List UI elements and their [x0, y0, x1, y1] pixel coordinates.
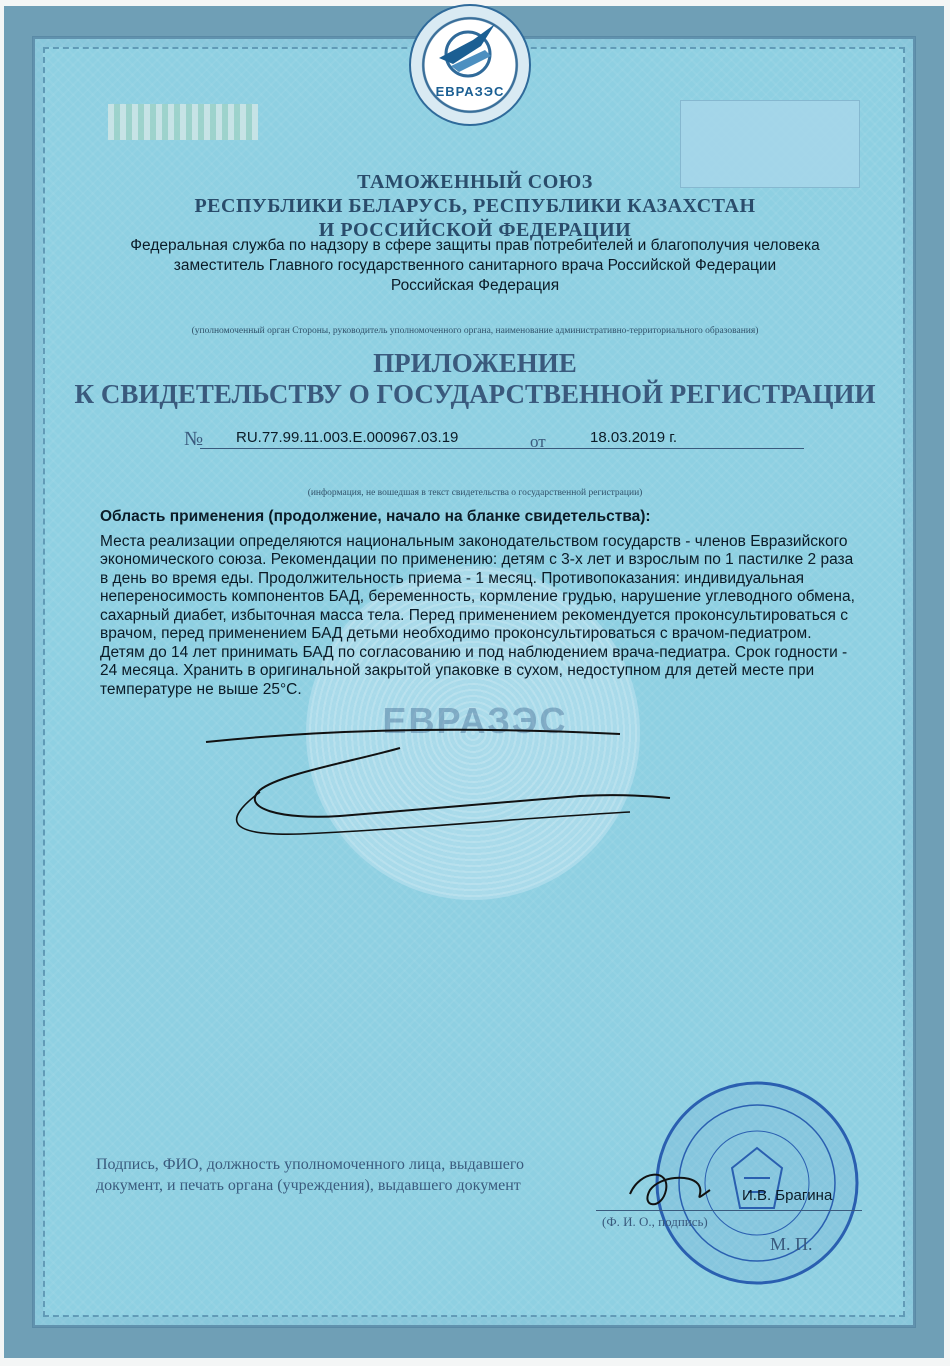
agency-line: заместитель Главного государственного санитарного врача Российской Федерации	[173, 257, 777, 274]
signer-name: И.В. Брагина	[742, 1187, 833, 1204]
title-line-2: К СВИДЕТЕЛЬСТВУ О ГОСУДАРСТВЕННОЙ РЕГИСТРАЦИИ	[74, 379, 876, 409]
registration-date: 18.03.2019 г.	[554, 428, 804, 449]
seal-place-label: М. П.	[770, 1234, 813, 1254]
handwritten-signature	[200, 712, 700, 842]
authority-signature-caption: Подпись, ФИО, должность уполномоченного лица, выдавшего документ, и печать органа (учреждения), выдавшего документ	[96, 1156, 524, 1194]
signature-line	[596, 1210, 862, 1211]
title-line-1: ПРИЛОЖЕНИЕ	[373, 348, 577, 378]
agency-block	[0, 236, 950, 296]
from-label: от	[530, 432, 546, 451]
registration-number: RU.77.99.11.003.E.000967.03.19	[200, 428, 566, 449]
number-sign: №	[184, 428, 204, 450]
document-title	[0, 348, 950, 410]
union-line: ТАМОЖЕННЫЙ СОЮЗ	[357, 171, 593, 193]
scope-heading: Область применения (продолжение, начало на бланке свидетельства):	[100, 508, 651, 525]
emblem-bird-icon	[433, 20, 503, 82]
agency-line: Федеральная служба по надзору в сфере защиты прав потребителей и благополучия человека	[130, 237, 820, 254]
scope-text: Места реализации определяются национальным законодательством государств - членов Евразийского экономического союза. Рекомендации по применению: детям с 3-х лет и взрослым по 1 пастилке 2 раза в день во время еды. Продолжительность приема - 1 месяц. Противопоказания: индивидуальная непереносимость компонентов БАД, беременность, кормление грудью, нарушение углеводного обмена, сахарный диабет, избыточная масса тела. Перед применением рекомендуется проконсультироваться с врачом, перед применением БАД детьми необходимо проконсультироваться с врачом-педиатром. Детям до 14 лет принимать БАД по согласованию и под наблюдением врача-педиатра. Срок годности - 24 месяца. Хранить в оригинальной закрытой упаковке в сухом, недоступном для детей месте при температуре не выше 25°C.	[100, 532, 855, 698]
watermark-text: ЕВРАЗЭС	[382, 700, 568, 741]
signer-signature	[620, 1160, 730, 1220]
eurasec-emblem	[409, 4, 531, 126]
registration-line	[184, 426, 784, 454]
agency-line: Российская Федерация	[390, 277, 560, 294]
info-note: (информация, не вошедшая в текст свидетельства о государственной регистрации)	[307, 488, 643, 498]
customs-union-header	[0, 170, 950, 242]
hologram-strip	[108, 104, 258, 140]
scope-body	[100, 508, 860, 699]
signature-caption: (Ф. И. О., подпись)	[602, 1214, 708, 1229]
emblem-label: ЕВРАЗЭС	[435, 84, 505, 99]
union-line: И РОССИЙСКОЙ ФЕДЕРАЦИИ	[318, 219, 632, 241]
union-line: РЕСПУБЛИКИ БЕЛАРУСЬ, РЕСПУБЛИКИ КАЗАХСТАН	[194, 195, 756, 217]
authority-note: (уполномоченный орган Стороны, руководитель уполномоченного органа, наименование административно-территориального образования)	[191, 326, 759, 336]
